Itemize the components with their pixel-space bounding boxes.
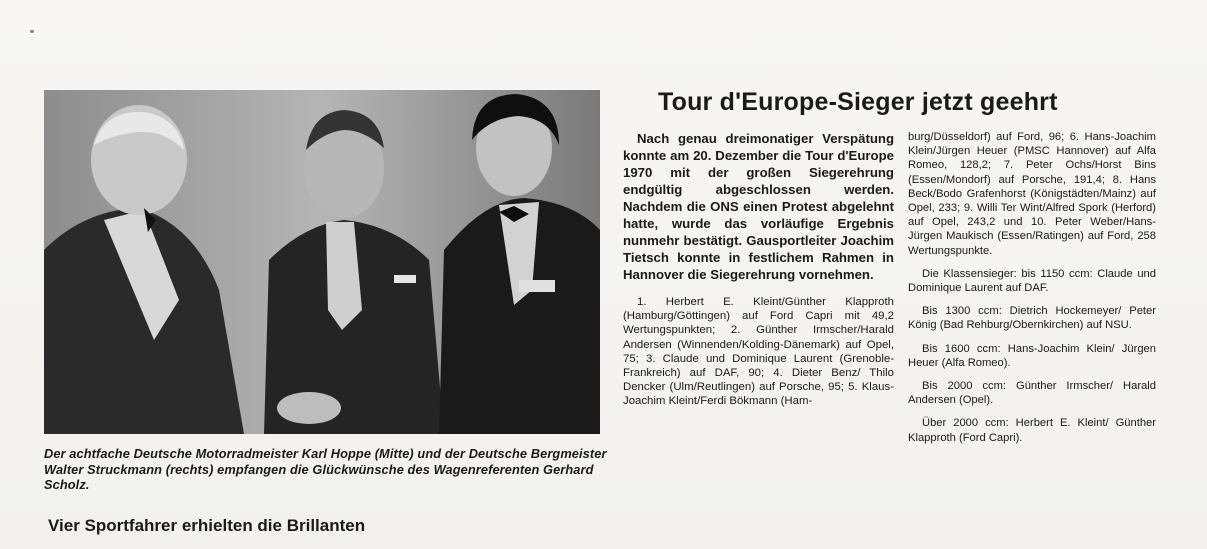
article-headline: Tour d'Europe-Sieger jetzt geehrt — [658, 88, 1058, 116]
article-column-1 — [623, 130, 894, 409]
class-winner: Bis 2000 ccm: Günther Irmscher/ Harald Andersen (Opel). — [908, 380, 1156, 407]
results-part-1: 1. Herbert E. Kleint/Günther Klapproth (Hamburg/Göttingen) auf Ford Capri mit 49,2 Wertungspunkten; 2. Günther Irmscher/Harald Andersen (Winnenden/Kolding-Dänemark) auf Opel, 75; 3. Claude und Dominique Laurent (Grenoble-Frankreich) auf DAF, 90; 4. Dieter Benz/ Thilo Dencker (Ulm/Reutlingen) auf Porsche, 95; 5. Klaus-Joachim Kleint/Ferdi Bökmann (Ham- — [623, 296, 894, 408]
class-winner: Die Klassensieger: bis 1150 ccm: Claude und Dominique Laurent auf DAF. — [908, 267, 1156, 295]
article-lead: Nach genau dreimonatiger Verspätung konnte am 20. Dezember die Tour d'Europe 1970 mit der großen Siegerehrung endgültig abgeschlossen werden. Nachdem die ONS einen Protest abgelehnt hatte, wurde das vorläufige Ergebnis nunmehr bestätigt. Gausportleiter Joachim Tietsch konnte in festlichem Rahmen in Hannover die Siegerehrung vornehmen. — [623, 131, 894, 282]
article-column-2 — [908, 130, 1156, 454]
photo-illustration — [44, 90, 600, 434]
award-photo — [44, 90, 600, 434]
results-part-2: burg/Düsseldorf) auf Ford, 96; 6. Hans-Joachim Klein/Jürgen Heuer (PMSC Hannover) auf Alfa Romeo, 128,2; 7. Peter Ochs/Horst Bins (Essen/Mondorf) auf Porsche, 191,4; 8. Hans Beck/Bodo Grafenhorst (Königstädten/Mainz) auf Opel, 233; 9. Willi Ter Wint/Alfred Spork (Herford) auf Opel, 243,2 und 10. Peter Weber/Hans-Jürgen Maukisch (Essen/Ratingen) auf Ford, 258 Wertungspunkte. — [908, 131, 1156, 257]
class-winner: Bis 1300 ccm: Dietrich Hockemeyer/ Peter König (Bad Rehburg/Obernkirchen) auf NSU. — [908, 305, 1156, 332]
class-winner: Über 2000 ccm: Herbert E. Kleint/ Günther Klapproth (Ford Capri). — [908, 417, 1156, 444]
secondary-headline: Vier Sportfahrer erhielten die Brillanten — [48, 516, 366, 535]
class-winner: Bis 1600 ccm: Hans-Joachim Klein/ Jürgen Heuer (Alfa Romeo). — [908, 342, 1156, 369]
ink-speck — [30, 30, 34, 33]
photo-caption: Der achtfache Deutsche Motorradmeister Karl Hoppe (Mitte) und der Deutsche Bergmeister Walter Struckmann (rechts) empfangen die Glückwünsche des Wagenreferenten Gerhard Scholz. — [44, 446, 607, 493]
